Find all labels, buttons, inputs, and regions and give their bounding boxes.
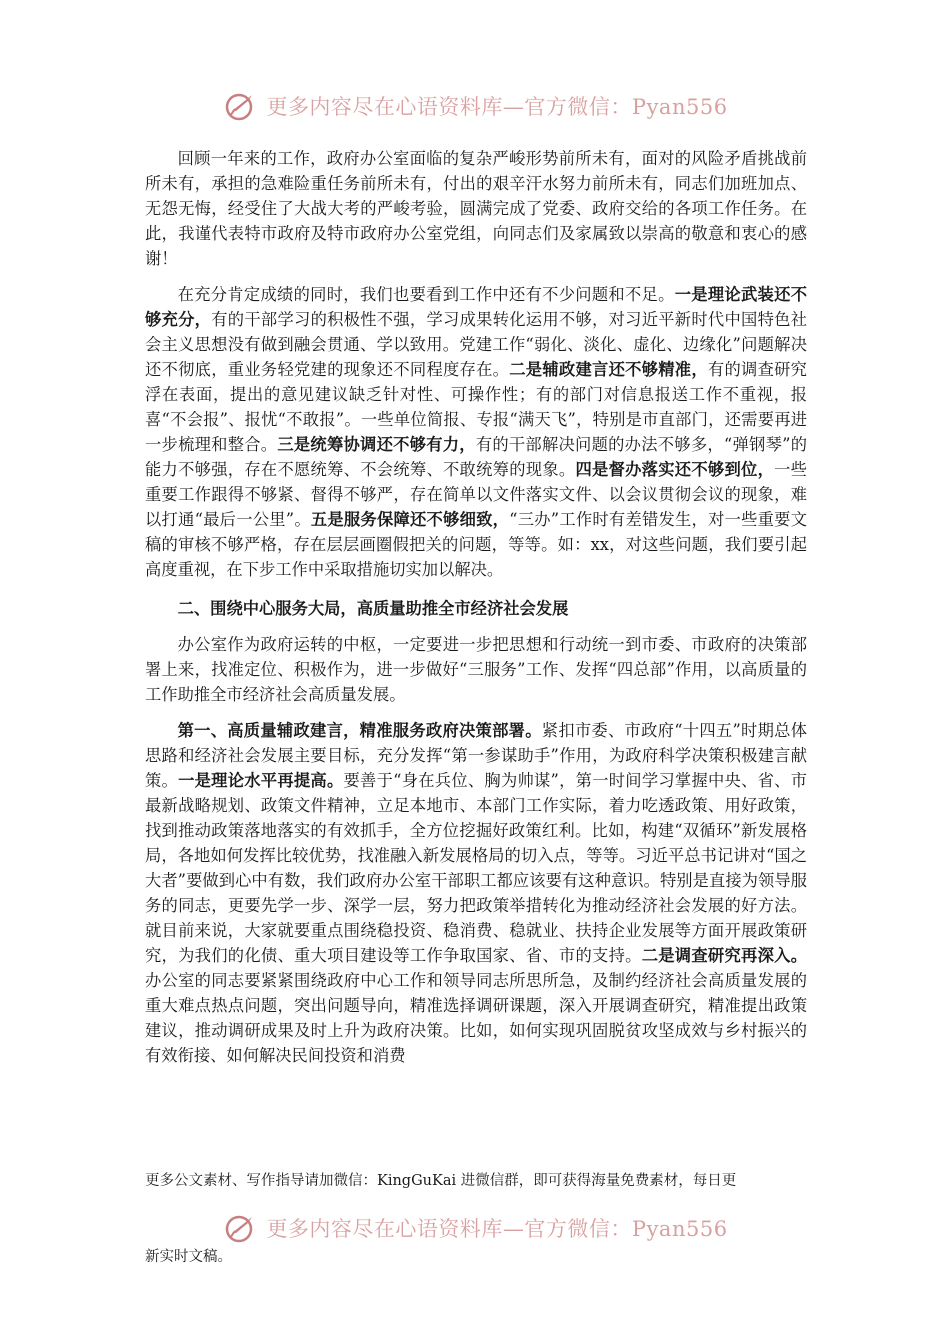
footer-ad-tail: 新实时文稿。 — [145, 1249, 232, 1265]
watermark-banner-bottom — [0, 1206, 950, 1250]
bold-point-1: 一是理论武装还不够充分， — [145, 285, 807, 329]
watermark-text: 更多内容尽在心语资料库—官方微信：Pyan556 — [266, 1217, 728, 1241]
watermark-banner-top — [0, 84, 950, 128]
paragraph-office-role: 办公室作为政府运转的中枢，一定要进一步把思想和行动统一到市委、市政府的决策部署上来，找准定位、积极作为，进一步做好“三服务”工作、发挥“四总部”作用，以高质量的工作助推全市经济社会高质量发展。 — [145, 635, 807, 704]
document-body — [145, 146, 807, 1068]
bold-point-3: 三是统筹协调还不够有力， — [277, 435, 476, 454]
circle-quill-logo-icon — [222, 1211, 262, 1245]
circle-quill-logo-icon — [222, 89, 262, 123]
bold-theory-level: 一是理论水平再提高。 — [178, 771, 344, 790]
bold-point-4: 四是督办落实还不够到位， — [575, 460, 775, 479]
section-heading: 二、围绕中心服务大局，高质量助推全市经济社会发展 — [177, 599, 569, 618]
bold-research: 二是调查研究再深入。 — [641, 946, 807, 965]
bold-point-5: 五是服务保障还不够细致， — [310, 510, 510, 529]
paragraph-first-point: 第一、高质量辅政建言，精准服务政府决策部署。紧扣市委、市政府“十四五”时期总体思路和经济社会发展主要目标，充分发挥“第一参谋助手”作用，为政府科学决策积极建言献策。一是理论水平再提高。要善于“身在兵位、胸为帅谋”，第一时间学习掌握中央、省、市最新战略规划、政策文件精神，立足本地市、本部门工作实际，着力吃透政策、用好政策，找到推动政策落地落实的有效抓手，全方位挖掘好政策红利。比如，构建“双循环”新发展格局，各地如何发挥比较优势，找准融入新发展格局的切入点，等等。习近平总书记讲对“国之大者”要做到心中有数，我们政府办公室干部职工都应该要有这种意识。特别是直接为领导服务的同志，更要先学一步、深学一层，努力把政策举措转化为推动经济社会发展的好方法。就目前来说，大家就要重点围绕稳投资、稳消费、稳就业、扶持企业发展等方面开展政策研究，为我们的化债、重大项目建设等工作争取国家、省、市的支持。二是调查研究再深入。办公室的同志要紧紧围绕政府中心工作和领导同志所思所急，及制约经济社会高质量发展的重大难点热点问题，突出问题导向，精准选择调研课题，深入开展调查研究，精准提出政策建议，推动调研成果及时上升为政府决策。比如，如何实现巩固脱贫攻坚成效与乡村振兴的有效衔接、如何解决民间投资和消费 — [145, 721, 807, 1065]
watermark-text: 更多内容尽在心语资料库—官方微信：Pyan556 — [266, 95, 728, 119]
bold-point-2: 二是辅政建言还不够精准， — [509, 360, 708, 379]
footer-ad-text: 更多公文素材、写作指导请加微信：KingGuKai 进微信群，即可获得海量免费素材，每日更 — [145, 1173, 737, 1189]
paragraph-review: 回顾一年来的工作，政府办公室面临的复杂严峻形势前所未有，面对的风险矛盾挑战前所未有，承担的急难险重任务前所未有，付出的艰辛汗水努力前所未有，同志们加班加点、无怨无悔，经受住了大战大考的严峻考验，圆满完成了党委、政府交给的各项工作任务。在此，我谨代表特市政府及特市政府办公室党组，向同志们及家属致以崇高的敬意和衷心的感谢！ — [145, 149, 807, 268]
paragraph-problems: 在充分肯定成绩的同时，我们也要看到工作中还有不少问题和不足。一是理论武装还不够充分，有的干部学习的积极性不强，学习成果转化运用不够，对习近平新时代中国特色社会主义思想没有做到融会贯通、学以致用。党建工作“弱化、淡化、虚化、边缘化”问题解决还不彻底，重业务轻党建的现象还不同程度存在。二是辅政建言还不够精准，有的调查研究浮在表面，提出的意见建议缺乏针对性、可操作性；有的部门对信息报送工作不重视，报喜“不会报”、报忧“不敢报”。一些单位简报、专报“满天飞”，特别是市直部门，还需要再进一步梳理和整合。三是统筹协调还不够有力，有的干部解决问题的办法不够多，“弹钢琴”的能力不够强，存在不愿统筹、不会统筹、不敢统筹的现象。四是督办落实还不够到位，一些重要工作跟得不够紧、督得不够严，存在简单以文件落实文件、以会议贯彻会议的现象，难以打通“最后一公里”。五是服务保障还不够细致，“三办”工作时有差错发生，对一些重要文稿的审核不够严格，存在层层画圈假把关的问题，等等。如：xx，对这些问题，我们要引起高度重视，在下步工作中采取措施切实加以解决。 — [145, 285, 807, 579]
bold-first-point: 第一、高质量辅政建言，精准服务政府决策部署。 — [177, 721, 542, 740]
